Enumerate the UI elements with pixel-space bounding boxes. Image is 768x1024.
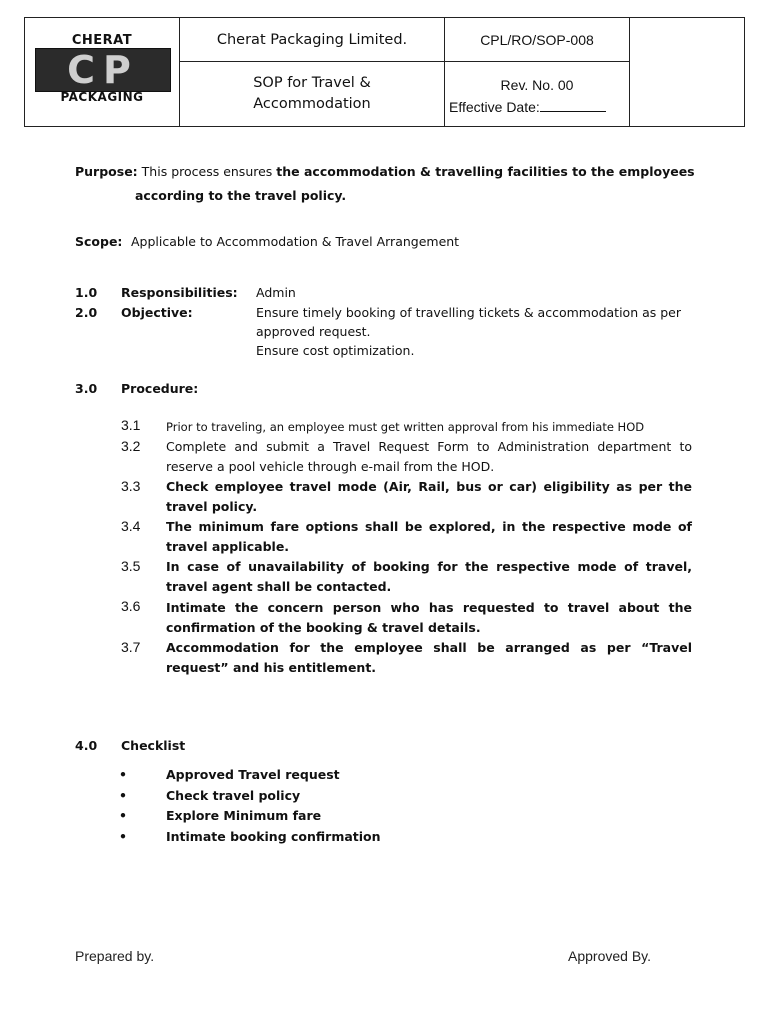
step-text: Prior to traveling, an employee must get written approval from his immediate HOD — [166, 420, 645, 434]
purpose-label: Purpose: — [75, 164, 138, 179]
step-number: 3.6 — [121, 598, 141, 614]
purpose-text-plain: This process ensures — [141, 164, 277, 179]
bullet-icon: • — [119, 788, 127, 803]
checklist-item: Intimate booking confirmation — [166, 829, 381, 844]
logo-bottom-word: PACKAGING — [60, 90, 144, 104]
step-text: The minimum fare options shall be explored, in the respective mode of travel applicable. — [166, 519, 692, 554]
step-number: 3.2 — [121, 438, 141, 454]
step-text: Intimate the concern person who has requested to travel about the confirmation of the booking & travel details. — [166, 600, 692, 635]
section-3-label: Procedure: — [121, 381, 199, 396]
bullet-icon: • — [119, 808, 127, 823]
section-2-value-line-2: approved request. — [256, 324, 371, 339]
bullet-icon: • — [119, 767, 127, 782]
logo-cell — [25, 18, 180, 127]
section-2-label: Objective: — [121, 305, 193, 320]
section-2-number: 2.0 — [75, 305, 98, 320]
purpose-line-1 — [75, 164, 695, 180]
step-number: 3.7 — [121, 639, 141, 655]
title-line-2: Accommodation — [253, 96, 371, 112]
section-1-number: 1.0 — [75, 285, 98, 300]
approved-by-label: Approved By. — [568, 948, 652, 964]
company-logo — [32, 33, 172, 106]
checklist-item: Approved Travel request — [166, 767, 340, 782]
checklist-item: Check travel policy — [166, 788, 301, 803]
logo-top-word: CHERAT — [71, 33, 133, 48]
step-number: 3.1 — [121, 417, 141, 433]
step-number: 3.5 — [121, 558, 141, 574]
step-text: Complete and submit a Travel Request Form to Administration department to reserve a pool vehicle through e-mail from the HOD. — [166, 439, 692, 474]
section-3-number: 3.0 — [75, 381, 98, 396]
scope-label: Scope: — [75, 234, 123, 249]
effective-date-blank — [540, 99, 606, 112]
section-4-number: 4.0 — [75, 738, 98, 753]
document-title — [180, 62, 445, 127]
step-text: In case of unavailability of booking for the respective mode of travel, travel agent shall be contacted. — [166, 559, 692, 594]
step-text: Check employee travel mode (Air, Rail, bus or car) eligibility as per the travel policy. — [166, 479, 692, 514]
document-number: CPL/RO/SOP-008 — [445, 18, 630, 62]
step-number: 3.4 — [121, 518, 141, 534]
step-number: 3.3 — [121, 478, 141, 494]
company-name: Cherat Packaging Limited. — [180, 18, 445, 62]
purpose-text-bold: the accommodation & travelling facilities to the employees — [276, 164, 695, 179]
logo-mark-text: CP — [67, 48, 139, 92]
title-line-1: SOP for Travel & — [253, 75, 371, 91]
scope-text: Applicable to Accommodation & Travel Arrangement — [131, 234, 460, 249]
revision-cell — [445, 62, 630, 127]
prepared-by-label: Prepared by. — [75, 948, 155, 964]
effective-date-label: Effective Date: — [449, 99, 540, 115]
effective-date — [445, 99, 629, 115]
section-1-label: Responsibilities: — [121, 285, 238, 300]
section-4-label: Checklist — [121, 738, 186, 753]
bullet-icon: • — [119, 829, 127, 844]
logo-mark — [35, 48, 171, 92]
revision-number: Rev. No. 00 — [500, 77, 574, 93]
section-2-value-line-3: Ensure cost optimization. — [256, 343, 415, 358]
blank-cell — [630, 18, 745, 127]
section-1-value: Admin — [256, 285, 296, 300]
purpose-line-2: according to the travel policy. — [135, 188, 347, 203]
section-2-value-line-1: Ensure timely booking of travelling tickets & accommodation as per — [256, 305, 682, 320]
checklist-item: Explore Minimum fare — [166, 808, 322, 823]
step-text: Accommodation for the employee shall be arranged as per “Travel request” and his entitlement. — [166, 640, 692, 675]
document-header-table — [24, 17, 745, 127]
